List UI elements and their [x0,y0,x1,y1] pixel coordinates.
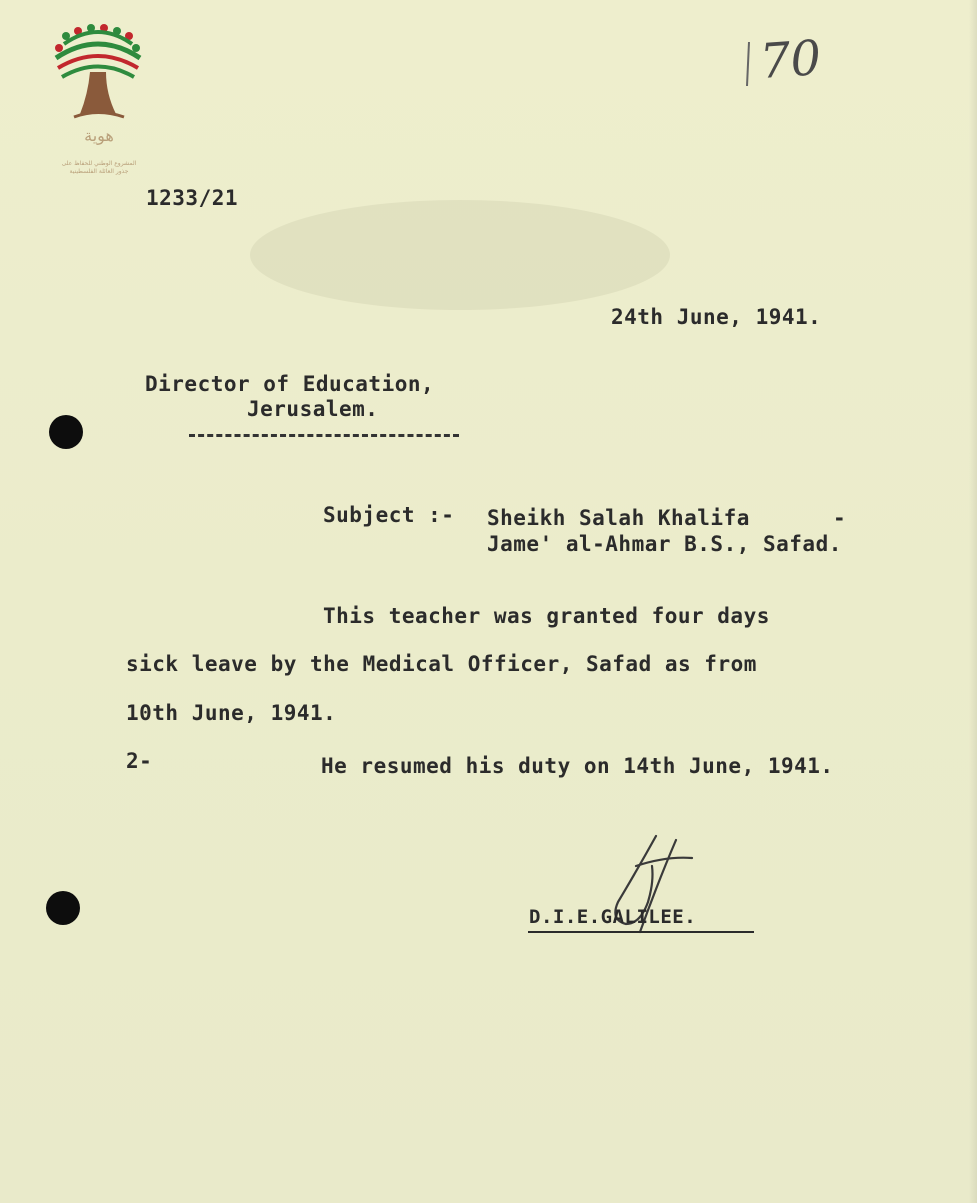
subject-line1: Sheikh Salah Khalifa [487,506,750,530]
subject-label: Subject :- [323,503,455,527]
paragraph-number: 2- [126,749,153,773]
letter-date: 24th June, 1941. [611,305,822,329]
punch-hole [49,415,83,449]
subject-dash: - [833,506,847,530]
body-paragraph2: He resumed his duty on 14th June, 1941. [321,754,834,778]
page-edge-shadow [969,0,977,1203]
punch-hole [46,891,80,925]
logo-subtitle-line2: جذور العائلة الفلسطينية [69,168,129,175]
addressee-line2: Jerusalem. [247,397,379,421]
body-paragraph1-line2: sick leave by the Medical Officer, Safad as from [126,652,757,676]
reference-number: 1233/21 [146,186,239,210]
subject-line2: Jame' al-Ahmar B.S., Safad. [487,532,842,556]
paper-bleedthrough [250,200,670,310]
body-paragraph1-line1: This teacher was granted four days [323,604,770,628]
body-paragraph1-line3: 10th June, 1941. [126,701,337,725]
signature-underline [528,931,754,933]
addressee-line1: Director of Education, [145,372,435,396]
addressee-underline [189,434,459,437]
signature-block: D.I.E.GALILEE. [529,906,697,928]
logo-subtitle [34,160,164,176]
folio-number: 70 [758,29,823,91]
logo-name: هوية [84,126,114,145]
folio-mark-icon [742,40,756,90]
logo-subtitle-line1: المشروع الوطني للحفاظ على [61,160,137,167]
